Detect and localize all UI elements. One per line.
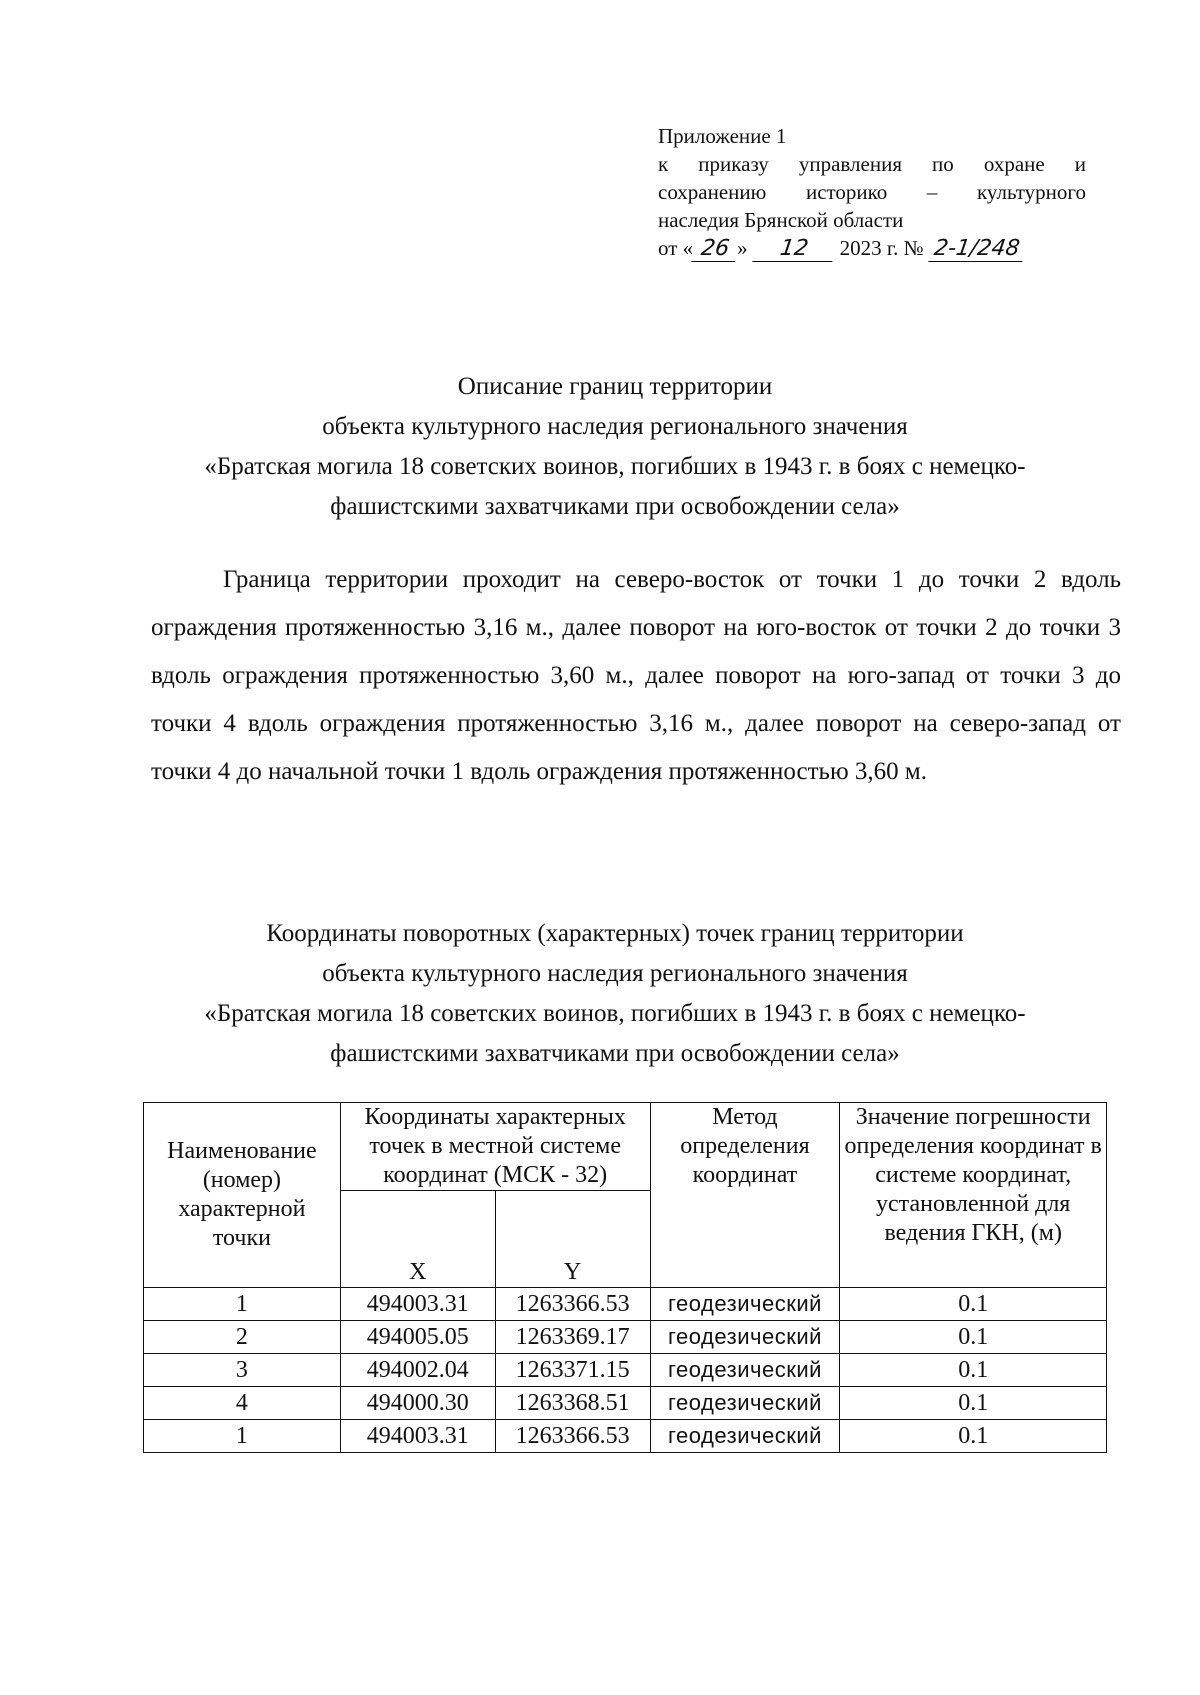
cell-x: 494003.31: [340, 1420, 495, 1453]
cell-y: 1263371.15: [495, 1354, 650, 1387]
header-coordinates: Координаты характерных точек в местной системе координат (МСК - 32): [340, 1103, 650, 1191]
cell-x: 494002.04: [340, 1354, 495, 1387]
date-prefix: от «: [658, 236, 694, 260]
appendix-header: [658, 122, 1086, 262]
description-title-line: «Братская могила 18 советских воинов, погибших в 1943 г. в боях с немецко-: [204, 453, 1026, 480]
cell-method: геодезический: [650, 1354, 840, 1387]
table-row: [144, 1288, 1107, 1321]
cell-point: 3: [144, 1354, 341, 1387]
cell-accuracy: 0.1: [840, 1288, 1107, 1321]
cell-x: 494000.30: [340, 1387, 495, 1420]
cell-method: геодезический: [650, 1420, 840, 1453]
appendix-number: Приложение 1: [658, 124, 787, 148]
cell-y: 1263369.17: [495, 1321, 650, 1354]
description-title-line: фашистскими захватчиками при освобождении села»: [330, 493, 900, 520]
coordinates-title-line: «Братская могила 18 советских воинов, погибших в 1943 г. в боях с немецко-: [204, 1000, 1026, 1027]
coordinates-title: [130, 914, 1100, 1074]
cell-method: геодезический: [650, 1288, 840, 1321]
description-title-line: Описание границ территории: [457, 373, 773, 400]
cell-point: 2: [144, 1321, 341, 1354]
handwritten-month: 12: [752, 237, 836, 262]
cell-point: 1: [144, 1420, 341, 1453]
cell-point: 1: [144, 1288, 341, 1321]
appendix-department-line: сохранению историко – культурного: [658, 180, 1086, 204]
cell-accuracy: 0.1: [840, 1387, 1107, 1420]
cell-x: 494003.31: [340, 1288, 495, 1321]
cell-accuracy: 0.1: [840, 1420, 1107, 1453]
coordinates-title-line: фашистскими захватчиками при освобождении села»: [330, 1040, 900, 1067]
cell-x: 494005.05: [340, 1321, 495, 1354]
boundary-description-paragraph: Граница территории проходит на северо-восток от точки 1 до точки 2 вдоль ограждения протяженностью 3,16 м., далее поворот на юго-восток от точки 2 до точки 3 вдоль ограждения протяженностью 3,60 м., далее поворот на юго-запад от точки 3 до точки 4 вдоль ограждения протяженностью 3,16 м., далее поворот на северо-запад от точки 4 до начальной точки 1 вдоль ограждения протяженностью 3,60 м.: [151, 566, 1121, 785]
header-method: Метод определения координат: [650, 1103, 840, 1288]
appendix-region-line: наследия Брянской области: [658, 208, 904, 232]
header-point-name: Наименование (номер) характерной точки: [144, 1103, 341, 1288]
cell-method: геодезический: [650, 1321, 840, 1354]
table-row: [144, 1420, 1107, 1453]
coordinates-title-line: Координаты поворотных (характерных) точек границ территории: [266, 920, 964, 947]
appendix-order-line: к приказу управления по охране и: [658, 152, 1086, 176]
header-accuracy: Значение погрешности определения координат в системе координат, установленной для ведения ГКН, (м): [840, 1103, 1107, 1288]
table-row: [144, 1387, 1107, 1420]
coordinates-table: [143, 1102, 1107, 1453]
date-year: 2023 г. №: [839, 236, 924, 260]
cell-y: 1263366.53: [495, 1420, 650, 1453]
cell-method: геодезический: [650, 1387, 840, 1420]
description-title-line: объекта культурного наследия регионального значения: [322, 413, 908, 440]
cell-accuracy: 0.1: [840, 1354, 1107, 1387]
description-title: [130, 367, 1100, 527]
handwritten-order-number: 2-1/248: [928, 237, 1026, 262]
coordinates-title-line: объекта культурного наследия регионального значения: [322, 960, 908, 987]
cell-accuracy: 0.1: [840, 1321, 1107, 1354]
cell-y: 1263366.53: [495, 1288, 650, 1321]
cell-point: 4: [144, 1387, 341, 1420]
cell-y: 1263368.51: [495, 1387, 650, 1420]
table-row: [144, 1321, 1107, 1354]
header-x: X: [340, 1191, 495, 1288]
appendix-date-line: [658, 234, 1086, 262]
table-row: [144, 1354, 1107, 1387]
handwritten-day: 26: [691, 237, 739, 262]
table-header-row: [144, 1103, 1107, 1191]
header-y: Y: [495, 1191, 650, 1288]
date-mid: »: [737, 236, 748, 260]
